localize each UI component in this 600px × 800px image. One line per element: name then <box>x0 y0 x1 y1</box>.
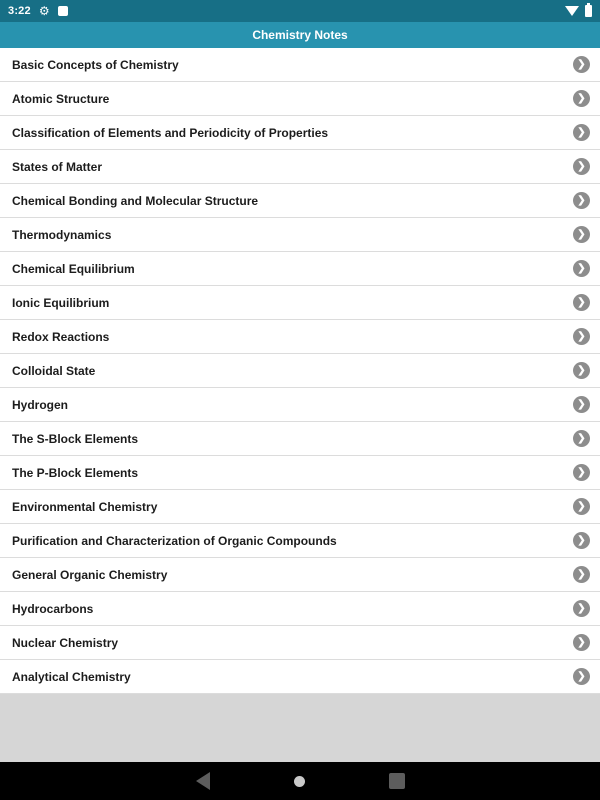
topic-label: Thermodynamics <box>12 227 112 242</box>
chevron-right-icon: ❯ <box>573 192 590 209</box>
chevron-right-icon: ❯ <box>573 328 590 345</box>
list-item[interactable] <box>0 218 600 252</box>
album-icon <box>58 6 68 16</box>
topic-label: Purification and Characterization of Organic Compounds <box>12 533 337 548</box>
topic-label: Hydrogen <box>12 397 69 412</box>
topic-label: Chemical Bonding and Molecular Structure <box>12 193 259 208</box>
chevron-right-icon: ❯ <box>573 90 590 107</box>
wifi-icon <box>565 6 579 16</box>
list-item[interactable] <box>0 456 600 490</box>
topic-label: States of Matter <box>12 159 103 174</box>
chevron-right-icon: ❯ <box>573 124 590 141</box>
list-item[interactable] <box>0 116 600 150</box>
list-item[interactable] <box>0 286 600 320</box>
list-item[interactable] <box>0 184 600 218</box>
list-item[interactable] <box>0 82 600 116</box>
list-item[interactable] <box>0 320 600 354</box>
list-item[interactable] <box>0 48 600 82</box>
topic-label: Environmental Chemistry <box>12 499 158 514</box>
chevron-right-icon: ❯ <box>573 226 590 243</box>
chevron-right-icon: ❯ <box>573 362 590 379</box>
chevron-right-icon: ❯ <box>573 464 590 481</box>
page-title: Chemistry Notes <box>252 28 348 42</box>
topic-list <box>0 48 600 694</box>
topic-label: Basic Concepts of Chemistry <box>12 57 179 72</box>
topic-label: Colloidal State <box>12 363 96 378</box>
chevron-right-icon: ❯ <box>573 498 590 515</box>
gear-icon: ⚙ <box>38 4 50 18</box>
status-bar-right <box>565 5 592 17</box>
list-item[interactable] <box>0 388 600 422</box>
chevron-right-icon: ❯ <box>573 634 590 651</box>
topic-label: Classification of Elements and Periodicity of Properties <box>12 125 329 140</box>
battery-icon <box>585 5 592 17</box>
topic-label: Hydrocarbons <box>12 601 94 616</box>
list-item[interactable] <box>0 252 600 286</box>
topic-label: The S-Block Elements <box>12 431 139 446</box>
list-item[interactable] <box>0 354 600 388</box>
chevron-right-icon: ❯ <box>573 600 590 617</box>
list-item[interactable] <box>0 150 600 184</box>
clock: 3:22 <box>8 5 31 17</box>
chevron-right-icon: ❯ <box>573 566 590 583</box>
chevron-right-icon: ❯ <box>573 158 590 175</box>
app-bar <box>0 22 600 48</box>
status-bar-left <box>8 5 68 17</box>
chevron-right-icon: ❯ <box>573 430 590 447</box>
navigation-bar <box>0 762 600 800</box>
recents-button[interactable] <box>389 773 405 789</box>
status-bar <box>0 0 600 22</box>
topic-label: Chemical Equilibrium <box>12 261 135 276</box>
topic-label: General Organic Chemistry <box>12 567 168 582</box>
home-button[interactable] <box>294 776 305 787</box>
chevron-right-icon: ❯ <box>573 668 590 685</box>
topic-label: Ionic Equilibrium <box>12 295 110 310</box>
chevron-right-icon: ❯ <box>573 260 590 277</box>
chevron-right-icon: ❯ <box>573 532 590 549</box>
list-item[interactable] <box>0 660 600 694</box>
back-button[interactable] <box>196 772 210 790</box>
topic-label: Atomic Structure <box>12 91 110 106</box>
topic-label: Redox Reactions <box>12 329 110 344</box>
chevron-right-icon: ❯ <box>573 294 590 311</box>
list-item[interactable] <box>0 422 600 456</box>
chevron-right-icon: ❯ <box>573 56 590 73</box>
list-item[interactable] <box>0 626 600 660</box>
chevron-right-icon: ❯ <box>573 396 590 413</box>
list-item[interactable] <box>0 558 600 592</box>
list-item[interactable] <box>0 490 600 524</box>
topic-label: The P-Block Elements <box>12 465 139 480</box>
content-filler <box>0 694 600 762</box>
topic-label: Nuclear Chemistry <box>12 635 119 650</box>
topic-label: Analytical Chemistry <box>12 669 131 684</box>
list-item[interactable] <box>0 592 600 626</box>
list-item[interactable] <box>0 524 600 558</box>
